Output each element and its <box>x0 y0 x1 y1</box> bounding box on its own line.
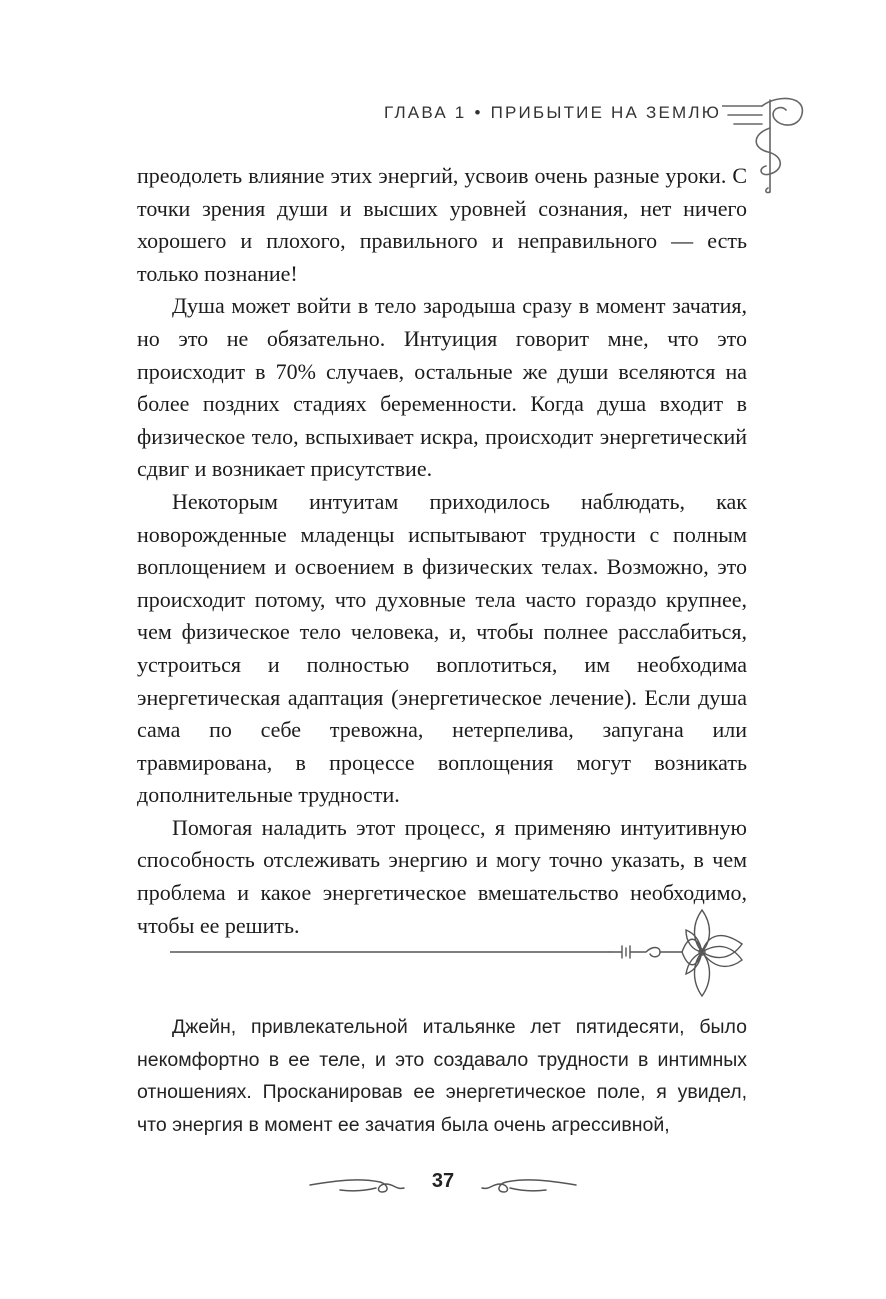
page-number: 37 <box>431 1170 455 1192</box>
running-head <box>384 103 721 123</box>
chapter-title: ПРИБЫТИЕ НА ЗЕМЛЮ <box>490 103 722 122</box>
case-paragraph: Джейн, привлекательной итальянке лет пятидесяти, было некомфортно в ее теле, и это создавало трудности в интимных отношениях. Просканировав ее энергетическое поле, я увидел, что энергия в момент ее зачатия была очень агрессивной, <box>137 1016 747 1136</box>
body-text <box>137 160 747 942</box>
lotus-divider <box>170 900 760 1010</box>
paragraph-4: Помогая наладить этот процесс, я применяю интуитивную способность отслеживать энергию и могу точно указать, в чем проблема и какое энергетическое вмешательство необходимо, чтобы ее решить. <box>137 814 747 938</box>
chapter-label: ГЛАВА 1 <box>384 103 467 122</box>
lotus-flower-icon <box>682 910 742 996</box>
paragraph-2: Душа может войти в тело зародыша сразу в момент зачатия, но это не обязательно. Интуиция говорит мне, что это происходит в 70% случаев, остальные же души вселяются на более поздних стадиях беременности. Когда душа входит в физическое тело, вспыхивает искра, происходит энергетический сдвиг и возникает присутствие. <box>137 293 747 482</box>
paragraph-3: Некоторым интуитам приходилось наблюдать, как новорожденные младенцы испытывают трудности с полным воплощением и освоением в физических телах. Возможно, это происходит потому, что духовные тела часто гораздо крупнее, чем физическое тело человека, и, чтобы полнее расслабиться, устроиться и полностью воплотиться, им необходима энергетическая адаптация (энергетическое лечение). Если душа сама по себе тревожна, нетерпелива, запугана или травмирована, в процессе воплощения могут возникать дополнительные трудности. <box>137 488 747 808</box>
paragraph-1: преодолеть влияние этих энергий, усвоив очень разные уроки. С точки зрения души и высших уровней сознания, нет ничего хорошего и плохого, правильного и неправильного — есть только познание! <box>137 163 747 286</box>
running-head-separator: • <box>474 103 483 122</box>
case-study <box>137 1011 747 1141</box>
